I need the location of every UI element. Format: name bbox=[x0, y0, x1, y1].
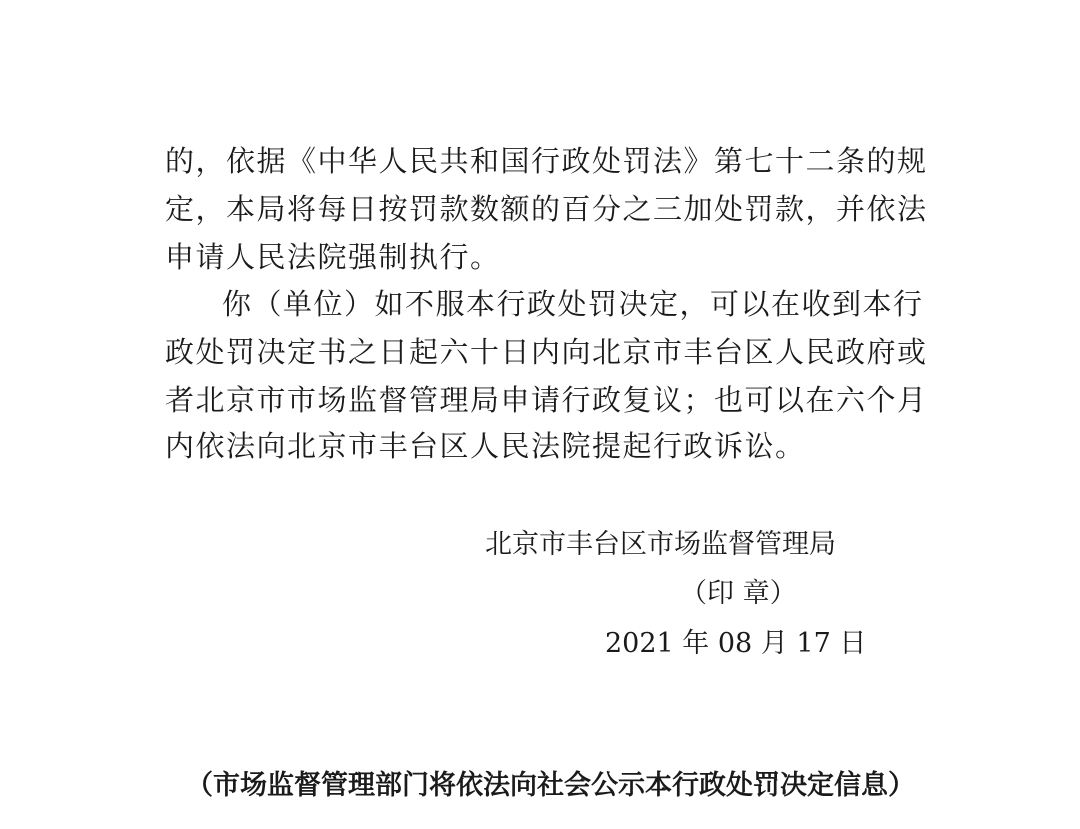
seal-label: （印 章） bbox=[680, 578, 797, 609]
issue-date: 2021 年 08 月 17 日 bbox=[605, 628, 867, 659]
body-line: 的，依据《中华人民共和国行政处罚法》第七十二条的规 bbox=[165, 144, 928, 178]
body-line: 政处罚决定书之日起六十日内向北京市丰台区人民政府或 bbox=[165, 335, 928, 369]
public-notice-footer: （市场监督管理部门将依法向社会公示本行政处罚决定信息） bbox=[186, 770, 915, 801]
issuing-authority: 北京市丰台区市场监督管理局 bbox=[485, 529, 836, 560]
body-line: 内依法向北京市丰台区人民法院提起行政诉讼。 bbox=[165, 429, 806, 463]
body-line: 申请人民法院强制执行。 bbox=[165, 240, 501, 274]
body-line: 定，本局将每日按罚款数额的百分之三加处罚款，并依法 bbox=[165, 192, 928, 226]
body-line: 者北京市市场监督管理局申请行政复议；也可以在六个月 bbox=[165, 383, 928, 417]
body-line: 你（单位）如不服本行政处罚决定，可以在收到本行 bbox=[222, 287, 924, 321]
